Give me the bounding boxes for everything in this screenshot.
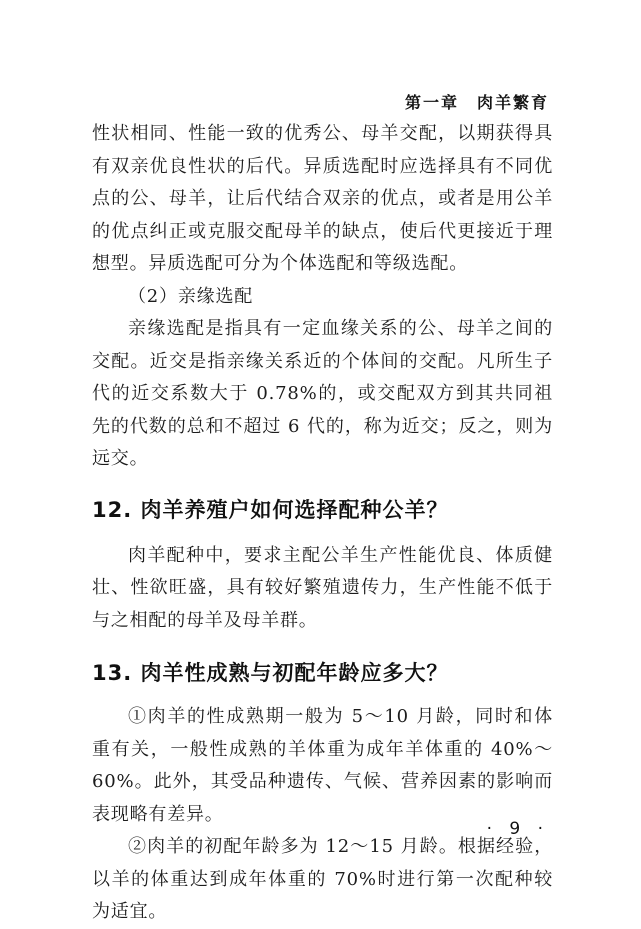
chapter-number: 第一章 (404, 93, 459, 112)
chapter-title: 肉羊繁育 (476, 93, 549, 112)
body-text (92, 118, 553, 929)
sub-heading: （2）亲缘选配 (128, 285, 254, 307)
paragraph-first-mating-age: ②肉羊的初配年龄多为 12～15 月龄。根据经验，以羊的体重达到成年体重的 70%时进行第一次配种较为适宜。 (92, 836, 553, 922)
paragraph-sexual-maturity: ①肉羊的性成熟期一般为 5～10 月龄，同时和体重有关，一般性成熟的羊体重为成年羊体重的 40%～60%。此外，其受品种遗传、气候、营养因素的影响而表现略有差异。 (92, 706, 553, 825)
running-head (405, 90, 549, 113)
page-number: · 9 · (486, 819, 549, 839)
question-12-heading: 12. 肉羊养殖户如何选择配种公羊？ (92, 497, 449, 522)
paragraph-ram-selection: 肉羊配种中，要求主配公羊生产性能优良、体质健壮、性欲旺盛，具有较好繁殖遗传力，生产性能不低于与之相配的母羊及母羊群。 (92, 544, 553, 631)
question-13-heading: 13. 肉羊性成熟与初配年龄应多大？ (92, 661, 449, 685)
paragraph-kinship-mating: 亲缘选配是指具有一定血缘关系的公、母羊之间的交配。近交是指亲缘关系近的个体间的交配。凡所生子代的近交系数大于 0.78%的，或交配双方到其共同祖先的代数的总和不超过 6 代的，称为近交；反之，则为远交。 (92, 318, 553, 469)
paragraph-continued: 性状相同、性能一致的优秀公、母羊交配，以期获得具有双亲优良性状的后代。异质选配时应选择具有不同优点的公、母羊，让后代结合双亲的优点，或者是用公羊的优点纠正或克服交配母羊的缺点，使后代更接近于理想型。异质选配可分为个体选配和等级选配。 (92, 123, 553, 274)
